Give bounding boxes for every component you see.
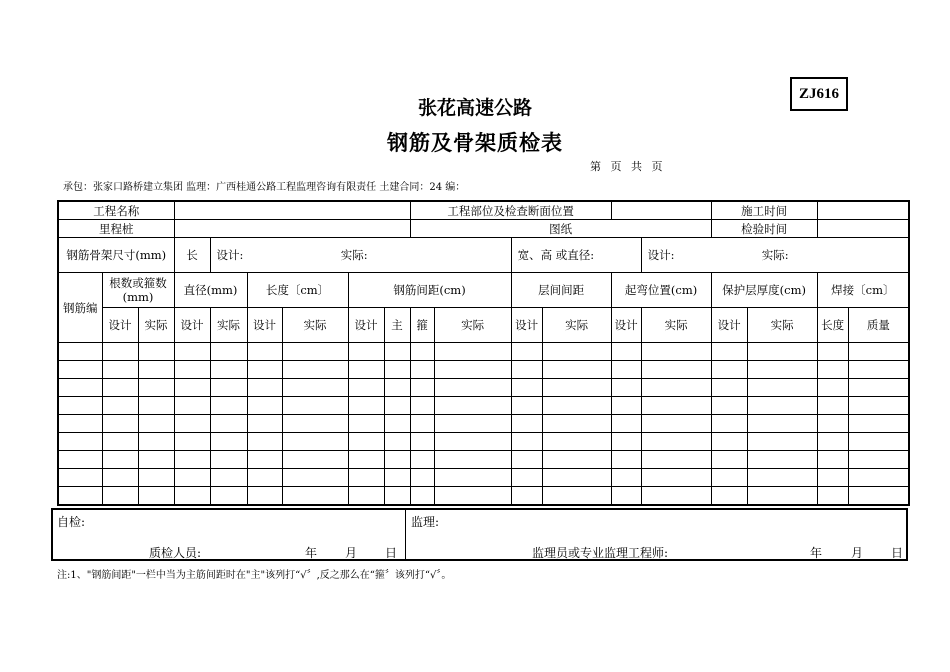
table-cell[interactable]	[348, 361, 384, 379]
table-cell[interactable]	[434, 361, 511, 379]
sub-layer-actual: 实际	[542, 308, 611, 343]
table-cell[interactable]	[102, 451, 138, 469]
section-design-actual[interactable]	[641, 238, 909, 273]
table-cell[interactable]	[747, 379, 817, 397]
table-cell[interactable]	[282, 433, 348, 451]
table-cell[interactable]	[641, 433, 711, 451]
table-cell[interactable]	[247, 487, 282, 505]
table-cell[interactable]	[247, 361, 282, 379]
table-cell[interactable]	[282, 361, 348, 379]
sub-count-design: 设计	[102, 308, 138, 343]
table-cell[interactable]	[434, 433, 511, 451]
table-cell[interactable]	[848, 451, 909, 469]
table-cell[interactable]	[410, 415, 434, 433]
form-code-box: ZJ616	[790, 77, 848, 111]
table-cell[interactable]	[641, 397, 711, 415]
table-cell[interactable]	[711, 343, 747, 361]
table-cell[interactable]	[641, 451, 711, 469]
month-label: 月	[345, 546, 358, 560]
table-row	[58, 415, 909, 433]
table-cell[interactable]	[58, 469, 102, 487]
table-cell[interactable]	[384, 451, 410, 469]
col-spacing: 钢筋间距(cm)	[348, 273, 511, 308]
table-cell[interactable]	[641, 361, 711, 379]
table-cell[interactable]	[174, 487, 210, 505]
table-cell[interactable]	[711, 415, 747, 433]
sub-bend-actual: 实际	[641, 308, 711, 343]
table-cell[interactable]	[384, 487, 410, 505]
table-cell[interactable]	[711, 379, 747, 397]
table-cell[interactable]	[58, 361, 102, 379]
table-cell[interactable]	[817, 487, 848, 505]
table-cell[interactable]	[384, 397, 410, 415]
mileage-value[interactable]	[174, 220, 410, 238]
table-cell[interactable]	[102, 343, 138, 361]
table-cell[interactable]	[348, 379, 384, 397]
table-cell[interactable]	[247, 415, 282, 433]
table-cell[interactable]	[434, 487, 511, 505]
table-cell[interactable]	[384, 379, 410, 397]
table-cell[interactable]	[434, 415, 511, 433]
table-cell[interactable]	[711, 397, 747, 415]
table-cell[interactable]	[348, 433, 384, 451]
table-cell[interactable]	[410, 397, 434, 415]
location-label: 工程部位及检查断面位置	[410, 201, 611, 220]
table-cell[interactable]	[641, 487, 711, 505]
table-cell[interactable]	[58, 451, 102, 469]
sub-spacing-main: 主	[384, 308, 410, 343]
table-cell[interactable]	[102, 361, 138, 379]
table-cell[interactable]	[348, 487, 384, 505]
actual-label: 实际:	[340, 248, 368, 262]
project-name-label: 工程名称	[58, 201, 174, 220]
table-cell[interactable]	[611, 451, 641, 469]
table-cell[interactable]	[747, 469, 817, 487]
day-label-2: 日	[891, 546, 904, 560]
table-cell[interactable]	[611, 487, 641, 505]
sub-length-design: 设计	[247, 308, 282, 343]
table-cell[interactable]	[58, 415, 102, 433]
table-cell[interactable]	[641, 469, 711, 487]
table-cell[interactable]	[747, 361, 817, 379]
footnote: 注:1、"钢筋间距"一栏中当为主筋间距时在"主"该列打“√〞,反之那么在“箍〞该列打“√〞。	[57, 570, 452, 581]
table-cell[interactable]	[102, 397, 138, 415]
table-cell[interactable]	[384, 415, 410, 433]
table-cell[interactable]	[102, 487, 138, 505]
table-cell[interactable]	[282, 415, 348, 433]
col-layer-spacing: 层间间距	[511, 273, 611, 308]
inspection-table	[57, 200, 910, 506]
mileage-label: 里程桩	[58, 220, 174, 238]
table-cell[interactable]	[210, 397, 247, 415]
table-cell[interactable]	[138, 379, 174, 397]
design-label-2: 设计:	[647, 248, 675, 262]
table-cell[interactable]	[138, 451, 174, 469]
table-cell[interactable]	[210, 361, 247, 379]
col-diameter: 直径(mm)	[174, 273, 247, 308]
supervisor-label: 监理员或专业监理工程师:	[532, 546, 669, 560]
table-cell[interactable]	[58, 397, 102, 415]
table-cell[interactable]	[282, 397, 348, 415]
table-cell[interactable]	[542, 415, 611, 433]
table-cell[interactable]	[58, 379, 102, 397]
table-cell[interactable]	[848, 361, 909, 379]
width-height-diameter-label: 宽、高 或直径:	[511, 238, 641, 273]
table-cell[interactable]	[434, 469, 511, 487]
table-cell[interactable]	[511, 487, 542, 505]
table-row	[58, 451, 909, 469]
table-cell[interactable]	[747, 433, 817, 451]
table-cell[interactable]	[410, 379, 434, 397]
sub-diameter-actual: 实际	[210, 308, 247, 343]
table-cell[interactable]	[711, 487, 747, 505]
table-cell[interactable]	[542, 451, 611, 469]
length-design-actual[interactable]	[210, 238, 511, 273]
table-cell[interactable]	[210, 451, 247, 469]
table-cell[interactable]	[348, 451, 384, 469]
table-cell[interactable]	[848, 433, 909, 451]
table-cell[interactable]	[511, 415, 542, 433]
table-cell[interactable]	[210, 343, 247, 361]
table-cell[interactable]	[210, 433, 247, 451]
table-cell[interactable]	[542, 433, 611, 451]
table-cell[interactable]	[434, 343, 511, 361]
table-cell[interactable]	[410, 343, 434, 361]
table-cell[interactable]	[174, 469, 210, 487]
project-name-value[interactable]	[174, 201, 410, 220]
table-cell[interactable]	[174, 361, 210, 379]
table-cell[interactable]	[511, 379, 542, 397]
table-cell[interactable]	[410, 451, 434, 469]
signoff-section	[51, 508, 908, 561]
inspect-time-label: 检验时间	[711, 220, 817, 238]
table-cell[interactable]	[542, 469, 611, 487]
table-cell[interactable]	[210, 415, 247, 433]
table-cell[interactable]	[174, 433, 210, 451]
table-cell[interactable]	[611, 343, 641, 361]
day-label: 日	[385, 546, 398, 560]
table-cell[interactable]	[611, 433, 641, 451]
inspect-time-value[interactable]	[817, 220, 909, 238]
build-time-value[interactable]	[817, 201, 909, 220]
table-cell[interactable]	[58, 487, 102, 505]
table-cell[interactable]	[138, 343, 174, 361]
table-cell[interactable]	[511, 343, 542, 361]
table-cell[interactable]	[282, 379, 348, 397]
table-cell[interactable]	[641, 343, 711, 361]
table-row	[58, 379, 909, 397]
sub-bend-design: 设计	[611, 308, 641, 343]
table-cell[interactable]	[282, 469, 348, 487]
table-cell[interactable]	[848, 487, 909, 505]
table-cell[interactable]	[747, 451, 817, 469]
drawing-label: 图纸	[410, 220, 711, 238]
table-cell[interactable]	[210, 487, 247, 505]
table-cell[interactable]	[138, 415, 174, 433]
self-check-label: 自检:	[57, 515, 86, 529]
table-cell[interactable]	[848, 469, 909, 487]
sub-weld-length: 长度	[817, 308, 848, 343]
col-count: 根数或箍数(mm)	[102, 273, 174, 308]
contract-line: 承包：张家口路桥建立集团 监理：广西桂通公路工程监理咨询有限责任 土建合同：24 编：	[63, 182, 466, 193]
self-check-panel	[53, 510, 406, 559]
table-cell[interactable]	[434, 379, 511, 397]
sub-count-actual: 实际	[138, 308, 174, 343]
sub-cover-actual: 实际	[747, 308, 817, 343]
table-cell[interactable]	[174, 397, 210, 415]
table-cell[interactable]	[511, 451, 542, 469]
table-cell[interactable]	[384, 469, 410, 487]
table-cell[interactable]	[58, 343, 102, 361]
data-rows	[58, 343, 909, 505]
table-row	[58, 487, 909, 505]
sub-spacing-actual: 实际	[434, 308, 511, 343]
table-cell[interactable]	[174, 379, 210, 397]
table-cell[interactable]	[848, 415, 909, 433]
table-cell[interactable]	[282, 451, 348, 469]
table-cell[interactable]	[542, 361, 611, 379]
sub-weld-quality: 质量	[848, 308, 909, 343]
table-cell[interactable]	[102, 415, 138, 433]
table-cell[interactable]	[641, 379, 711, 397]
table-cell[interactable]	[174, 415, 210, 433]
table-cell[interactable]	[511, 469, 542, 487]
length-label: 长	[174, 238, 210, 273]
table-cell[interactable]	[174, 451, 210, 469]
actual-label-2: 实际:	[761, 248, 789, 262]
table-cell[interactable]	[817, 379, 848, 397]
table-cell[interactable]	[348, 397, 384, 415]
supervision-label: 监理:	[411, 515, 440, 529]
col-weld: 焊接〔cm〕	[817, 273, 909, 308]
table-cell[interactable]	[817, 469, 848, 487]
table-cell[interactable]	[384, 361, 410, 379]
table-cell[interactable]	[747, 343, 817, 361]
supervision-panel	[405, 510, 906, 559]
sub-layer-design: 设计	[511, 308, 542, 343]
table-cell[interactable]	[410, 487, 434, 505]
month-label-2: 月	[851, 546, 864, 560]
table-row	[58, 343, 909, 361]
table-cell[interactable]	[747, 415, 817, 433]
table-cell[interactable]	[410, 433, 434, 451]
table-cell[interactable]	[247, 433, 282, 451]
table-cell[interactable]	[817, 361, 848, 379]
table-cell[interactable]	[247, 379, 282, 397]
table-cell[interactable]	[511, 397, 542, 415]
table-cell[interactable]	[711, 433, 747, 451]
sub-length-actual: 实际	[282, 308, 348, 343]
table-cell[interactable]	[711, 451, 747, 469]
table-cell[interactable]	[611, 361, 641, 379]
table-cell[interactable]	[174, 343, 210, 361]
table-cell[interactable]	[817, 451, 848, 469]
table-cell[interactable]	[747, 397, 817, 415]
table-cell[interactable]	[384, 433, 410, 451]
table-cell[interactable]	[282, 343, 348, 361]
design-label: 设计:	[216, 248, 244, 262]
table-cell[interactable]	[410, 361, 434, 379]
table-cell[interactable]	[102, 433, 138, 451]
table-cell[interactable]	[138, 397, 174, 415]
table-cell[interactable]	[611, 469, 641, 487]
table-cell[interactable]	[138, 487, 174, 505]
table-cell[interactable]	[641, 415, 711, 433]
cage-size-label: 钢筋骨架尺寸(mm)	[58, 238, 174, 273]
inspector-label: 质检人员:	[149, 546, 202, 560]
table-row	[58, 469, 909, 487]
col-cover: 保护层厚度(cm)	[711, 273, 817, 308]
table-cell[interactable]	[138, 361, 174, 379]
table-cell[interactable]	[210, 469, 247, 487]
table-cell[interactable]	[542, 487, 611, 505]
table-cell[interactable]	[102, 379, 138, 397]
page-count: 第 页 共 页	[590, 160, 663, 173]
table-cell[interactable]	[848, 397, 909, 415]
sub-spacing-stirrup: 箍	[410, 308, 434, 343]
table-cell[interactable]	[247, 343, 282, 361]
table-cell[interactable]	[348, 469, 384, 487]
table-row	[58, 433, 909, 451]
form-title: 钢筋及骨架质检表	[387, 131, 563, 155]
table-cell[interactable]	[434, 397, 511, 415]
table-cell[interactable]	[542, 397, 611, 415]
table-cell[interactable]	[247, 397, 282, 415]
table-cell[interactable]	[817, 433, 848, 451]
sub-cover-design: 设计	[711, 308, 747, 343]
table-cell[interactable]	[511, 361, 542, 379]
year-label-2: 年	[810, 546, 823, 560]
table-cell[interactable]	[247, 451, 282, 469]
table-cell[interactable]	[348, 343, 384, 361]
table-cell[interactable]	[282, 487, 348, 505]
table-cell[interactable]	[138, 433, 174, 451]
col-bar-no: 钢筋编	[58, 273, 102, 343]
col-bend-position: 起弯位置(cm)	[611, 273, 711, 308]
location-value[interactable]	[611, 201, 711, 220]
sub-diameter-design: 设计	[174, 308, 210, 343]
year-label: 年	[305, 546, 318, 560]
table-cell[interactable]	[747, 487, 817, 505]
table-cell[interactable]	[611, 397, 641, 415]
table-cell[interactable]	[611, 415, 641, 433]
table-cell[interactable]	[384, 343, 410, 361]
table-cell[interactable]	[848, 343, 909, 361]
table-cell[interactable]	[711, 361, 747, 379]
table-cell[interactable]	[210, 379, 247, 397]
table-cell[interactable]	[348, 415, 384, 433]
table-cell[interactable]	[848, 379, 909, 397]
table-cell[interactable]	[817, 415, 848, 433]
table-cell[interactable]	[410, 469, 434, 487]
table-row	[58, 397, 909, 415]
table-row	[58, 361, 909, 379]
table-cell[interactable]	[817, 397, 848, 415]
col-length: 长度〔cm〕	[247, 273, 348, 308]
sub-spacing-design: 设计	[348, 308, 384, 343]
table-cell[interactable]	[611, 379, 641, 397]
table-cell[interactable]	[542, 379, 611, 397]
table-cell[interactable]	[511, 433, 542, 451]
table-cell[interactable]	[434, 451, 511, 469]
project-title: 张花高速公路	[417, 97, 532, 119]
table-cell[interactable]	[817, 343, 848, 361]
table-cell[interactable]	[58, 433, 102, 451]
table-cell[interactable]	[138, 469, 174, 487]
table-cell[interactable]	[102, 469, 138, 487]
table-cell[interactable]	[542, 343, 611, 361]
table-cell[interactable]	[711, 469, 747, 487]
build-time-label: 施工时间	[711, 201, 817, 220]
table-cell[interactable]	[247, 469, 282, 487]
